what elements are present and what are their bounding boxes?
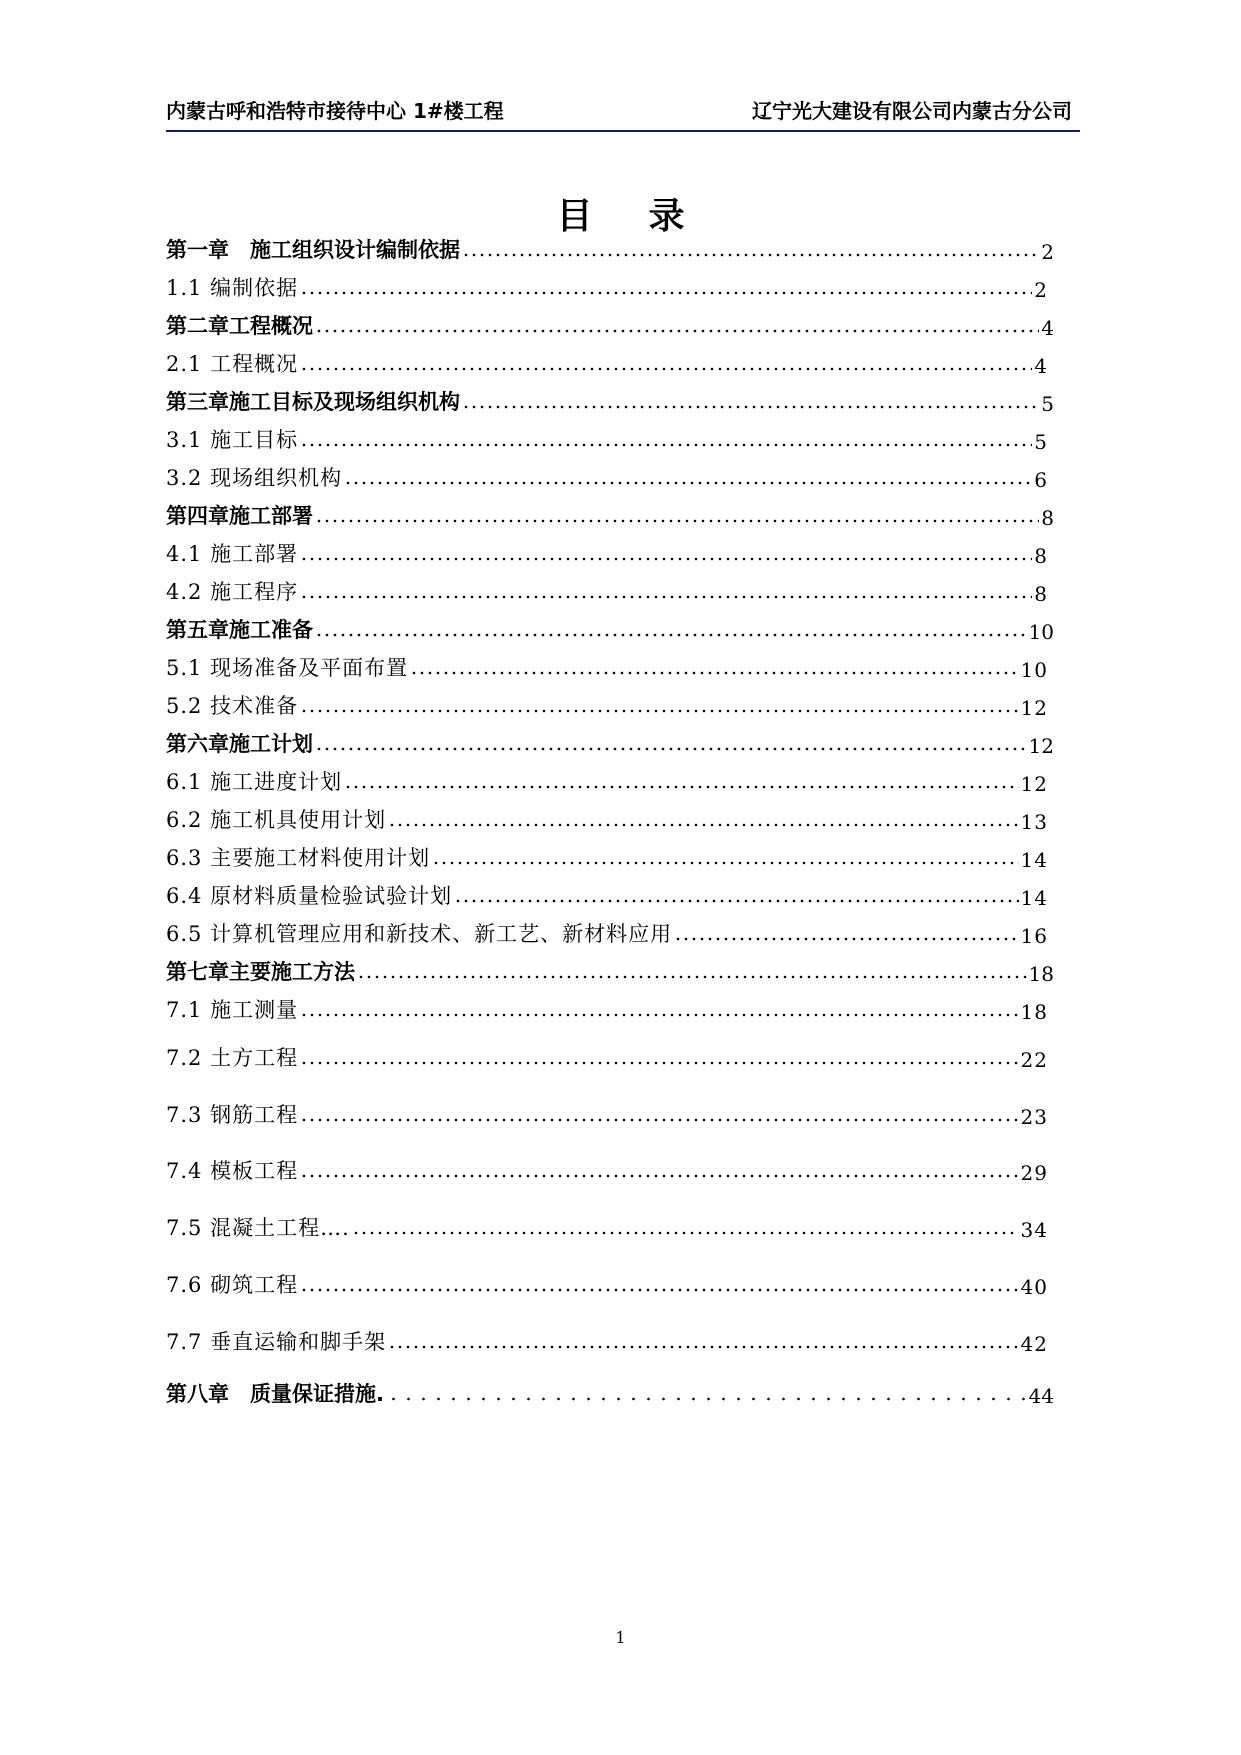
toc-entry-page: 14 bbox=[1020, 886, 1048, 910]
toc-chapter-entry[interactable] bbox=[166, 308, 1054, 340]
dot-leader bbox=[300, 595, 1032, 599]
dot-leader bbox=[454, 899, 1018, 903]
toc-entry-page: 18 bbox=[1028, 962, 1054, 986]
running-header bbox=[166, 93, 1080, 129]
dot-leader bbox=[300, 709, 1018, 713]
header-divider bbox=[166, 130, 1080, 132]
toc-entry-label: 7.2 土方工程 bbox=[166, 1046, 299, 1070]
toc-section-entry[interactable] bbox=[166, 840, 1048, 872]
toc-entry-label: 第七章主要施工方法 bbox=[166, 960, 355, 984]
toc-section-entry[interactable] bbox=[166, 1153, 1048, 1185]
toc-entry-label: 7.4 模板工程 bbox=[166, 1159, 299, 1183]
toc-entry-label: 6.4 原材料质量检验试验计划 bbox=[166, 884, 453, 908]
toc-entry-page: 10 bbox=[1028, 620, 1054, 644]
toc-section-entry[interactable] bbox=[166, 1097, 1048, 1129]
toc-entry-label: 7.1 施工测量 bbox=[166, 998, 299, 1022]
toc-entry-label: 7.3 钢筋工程 bbox=[166, 1103, 299, 1127]
toc-chapter-entry[interactable] bbox=[166, 612, 1054, 644]
dot-leader bbox=[300, 1174, 1018, 1178]
toc-section-entry[interactable] bbox=[166, 1040, 1048, 1072]
toc-section-entry[interactable] bbox=[166, 574, 1048, 606]
dot-leader bbox=[300, 291, 1032, 295]
toc-entry-page: 12 bbox=[1028, 734, 1054, 758]
dot-leader bbox=[315, 747, 1027, 751]
header-project-name: 内蒙古呼和浩特市接待中心 1#楼工程 bbox=[166, 99, 504, 123]
toc-entry-label: 第六章施工计划 bbox=[166, 732, 313, 756]
toc-section-entry[interactable] bbox=[166, 346, 1048, 378]
toc-entry-page: 40 bbox=[1020, 1275, 1048, 1299]
dot-leader bbox=[352, 1231, 1019, 1235]
toc-entry-page: 44 bbox=[1028, 1384, 1054, 1408]
toc-chapter-entry[interactable] bbox=[166, 498, 1054, 530]
toc-section-entry[interactable] bbox=[166, 270, 1048, 302]
toc-entry-page: 14 bbox=[1020, 848, 1048, 872]
toc-section-entry[interactable] bbox=[166, 802, 1048, 834]
toc-entry-page: 8 bbox=[1041, 506, 1054, 530]
dot-leader bbox=[462, 405, 1039, 409]
dot-leader bbox=[388, 823, 1018, 827]
toc-section-entry[interactable] bbox=[166, 878, 1048, 910]
toc-entry-page: 22 bbox=[1020, 1048, 1048, 1072]
toc-entry-label: 3.2 现场组织机构 bbox=[166, 466, 343, 490]
dot-leader bbox=[300, 443, 1032, 447]
page-number: 1 bbox=[615, 1628, 626, 1647]
toc-section-entry[interactable] bbox=[166, 916, 1048, 948]
toc-entry-label: 3.1 施工目标 bbox=[166, 428, 299, 452]
toc-entry-page: 13 bbox=[1020, 810, 1048, 834]
toc-title: 目录 bbox=[556, 196, 741, 237]
toc-entry-label: 1.1 编制依据 bbox=[166, 276, 299, 300]
toc-entry-page: 42 bbox=[1020, 1332, 1048, 1356]
toc-entry-label: 第五章施工准备 bbox=[166, 618, 313, 642]
toc-chapter-entry[interactable] bbox=[166, 1376, 1054, 1408]
toc-entry-page: 5 bbox=[1034, 430, 1048, 454]
toc-entry-page: 16 bbox=[1020, 924, 1048, 948]
dot-leader bbox=[432, 861, 1018, 865]
dot-leader bbox=[315, 519, 1039, 523]
toc-entry-label: 5.2 技术准备 bbox=[166, 694, 299, 718]
toc-entry-label: 7.5 混凝土工程…. bbox=[166, 1216, 350, 1240]
dot-leader bbox=[300, 1118, 1018, 1122]
toc-section-entry[interactable] bbox=[166, 1324, 1048, 1356]
toc-entry-label: 第一章 施工组织设计编制依据 bbox=[166, 238, 460, 262]
toc-entry-label: 7.7 垂直运输和脚手架 bbox=[166, 1330, 387, 1354]
toc-entry-label: 第二章工程概况 bbox=[166, 314, 313, 338]
dot-leader bbox=[462, 253, 1039, 257]
toc-entry-page: 4 bbox=[1041, 316, 1054, 340]
dot-leader bbox=[410, 671, 1018, 675]
toc-entry-label: 4.2 施工程序 bbox=[166, 580, 299, 604]
dot-leader bbox=[300, 1013, 1018, 1017]
toc-entry-page: 4 bbox=[1034, 354, 1048, 378]
toc-section-entry[interactable] bbox=[166, 688, 1048, 720]
dot-leader bbox=[357, 975, 1027, 979]
toc-chapter-entry[interactable] bbox=[166, 232, 1054, 264]
dot-leader bbox=[315, 329, 1039, 333]
dot-leader bbox=[344, 481, 1032, 485]
toc-entry-page: 12 bbox=[1020, 696, 1048, 720]
dot-leader bbox=[300, 1288, 1018, 1292]
toc-entry-label: 第四章施工部署 bbox=[166, 504, 313, 528]
toc-section-entry[interactable] bbox=[166, 536, 1048, 568]
toc-entry-page: 23 bbox=[1020, 1105, 1048, 1129]
toc-entry-label: 第八章 质量保证措施. bbox=[166, 1382, 384, 1406]
toc-entry-page: 8 bbox=[1034, 582, 1048, 606]
dot-leader bbox=[344, 785, 1018, 789]
dot-leader bbox=[300, 1061, 1018, 1065]
header-company-name: 辽宁光大建设有限公司内蒙古分公司 bbox=[752, 99, 1072, 123]
dot-leader bbox=[386, 1397, 1027, 1401]
dot-leader bbox=[388, 1345, 1018, 1349]
toc-entry-label: 第三章施工目标及现场组织机构 bbox=[166, 390, 460, 414]
toc-section-entry[interactable] bbox=[166, 1267, 1048, 1299]
toc-section-entry[interactable] bbox=[166, 764, 1048, 796]
toc-entry-label: 5.1 现场准备及平面布置 bbox=[166, 656, 409, 680]
toc-entry-label: 7.6 砌筑工程 bbox=[166, 1273, 299, 1297]
toc-entry-label: 6.3 主要施工材料使用计划 bbox=[166, 846, 431, 870]
toc-entry-label: 6.1 施工进度计划 bbox=[166, 770, 343, 794]
toc-entry-page: 34 bbox=[1020, 1218, 1048, 1242]
toc-chapter-entry[interactable] bbox=[166, 384, 1054, 416]
toc-entry-page: 2 bbox=[1034, 278, 1048, 302]
toc-entry-page: 12 bbox=[1020, 772, 1048, 796]
toc-entry-page: 2 bbox=[1041, 240, 1054, 264]
toc-entry-page: 5 bbox=[1041, 392, 1054, 416]
toc-entry-page: 10 bbox=[1020, 658, 1048, 682]
dot-leader bbox=[300, 367, 1032, 371]
toc-section-entry[interactable] bbox=[166, 460, 1048, 492]
toc-entry-page: 6 bbox=[1034, 468, 1048, 492]
toc-chapter-entry[interactable] bbox=[166, 726, 1054, 758]
toc-entry-label: 6.2 施工机具使用计划 bbox=[166, 808, 387, 832]
toc-entry-page: 18 bbox=[1020, 1000, 1048, 1024]
toc-section-entry[interactable] bbox=[166, 992, 1048, 1024]
dot-leader bbox=[315, 633, 1027, 637]
toc-section-entry[interactable] bbox=[166, 1210, 1048, 1242]
toc-section-entry[interactable] bbox=[166, 650, 1048, 682]
toc-chapter-entry[interactable] bbox=[166, 954, 1054, 986]
toc-entry-label: 4.1 施工部署 bbox=[166, 542, 299, 566]
toc-entry-page: 8 bbox=[1034, 544, 1048, 568]
dot-leader bbox=[300, 557, 1032, 561]
toc-section-entry[interactable] bbox=[166, 422, 1048, 454]
toc-entry-label: 2.1 工程概况 bbox=[166, 352, 299, 376]
toc-entry-label: 6.5 计算机管理应用和新技术、新工艺、新材料应用 bbox=[166, 922, 673, 946]
dot-leader bbox=[674, 937, 1018, 941]
toc-entry-page: 29 bbox=[1020, 1161, 1048, 1185]
